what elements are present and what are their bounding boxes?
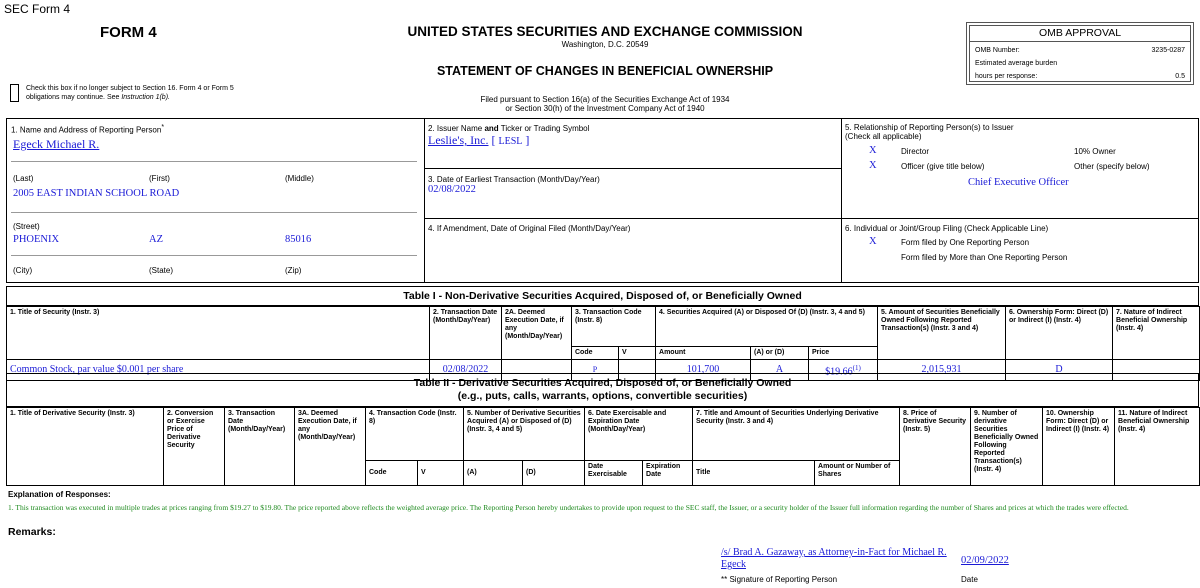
filing-label: 6. Individual or Joint/Group Filing (Check Applicable Line): [845, 224, 1049, 233]
zip-value: 85016: [285, 234, 312, 245]
t2-header-underlying: 7. Title and Amount of Securities Underlying Derivative Security (Instr. 3 and 4): [693, 408, 900, 461]
t1-subheader-amount: Amount: [656, 347, 751, 360]
earliest-transaction-label: 3. Date of Earliest Transaction (Month/Day/Year): [428, 175, 600, 184]
ten-percent-owner-label: 10% Owner: [1074, 147, 1116, 156]
date-label: Date: [961, 575, 978, 584]
signature-label: ** Signature of Reporting Person: [721, 575, 838, 584]
t2-header-number-owned: 9. Number of derivative Securities Beneficially Owned Following Reported Transaction(s) (Instr. 4): [971, 408, 1043, 486]
commission-title: UNITED STATES SECURITIES AND EXCHANGE COMMISSION: [407, 24, 803, 39]
t1-header-code: 3. Transaction Code (Instr. 8): [572, 307, 656, 347]
city-value: PHOENIX: [13, 234, 60, 245]
first-label: (First): [149, 174, 170, 183]
remarks-label: Remarks:: [8, 526, 56, 538]
section16-checkbox-label: Check this box if no longer subject to Section 16. Form 4 or Form 5 obligations may continue. See Instruction 1(b).: [26, 85, 234, 101]
t2-header-nature: 11. Nature of Indirect Beneficial Ownership (Instr. 4): [1115, 408, 1200, 486]
one-person-label: Form filed by One Reporting Person: [901, 238, 1030, 247]
t1-header-amount-owned: 5. Amount of Securities Beneficially Owned Following Reported Transaction(s) (Instr. 3 and 4): [878, 307, 1006, 360]
t1-header-deemed: 2A. Deemed Execution Date, if any (Month/Day/Year): [502, 307, 572, 360]
last-label: (Last): [13, 174, 34, 183]
earliest-transaction-value: 02/08/2022: [428, 184, 476, 195]
t1-row-form: D: [1006, 360, 1113, 381]
t1-row-amount: 101,700: [656, 360, 751, 381]
table1: [6, 306, 1200, 381]
t2-subheader-title: Title: [693, 461, 815, 486]
reporting-person-name-link[interactable]: Egeck Michael R.: [13, 137, 100, 151]
footnote-1: 1. This transaction was executed in multiple trades at prices ranging from $19.27 to $19.80. The price reported above reflects the weighted average price. The Reporting Person hereby undertakes to provide upon request to the SEC staff, the Issuer, or a security holder of the Issuer full information regarding the number of Shares and prices at which the trades were effected.: [8, 503, 1129, 512]
street-label: (Street): [13, 222, 40, 231]
signature-link[interactable]: /s/ Brad A. Gazaway, as Attorney-in-Fact for Michael R. Egeck: [721, 547, 947, 570]
omb-hours-label: hours per response:: [975, 73, 1038, 80]
filed-line-1: Filed pursuant to Section 16(a) of the Securities Exchange Act of 1934: [480, 95, 730, 104]
t2-subheader-amount-shares: Amount or Number of Shares: [815, 461, 900, 486]
city-label: (City): [13, 266, 33, 275]
t1-subheader-v: V: [619, 347, 656, 360]
t1-header-ownership-form: 6. Ownership Form: Direct (D) or Indirect (I) (Instr. 4): [1006, 307, 1113, 360]
amendment-label: 4. If Amendment, Date of Original Filed (Month/Day/Year): [428, 224, 631, 233]
t2-header-deemed: 3A. Deemed Execution Date, if any (Month/Day/Year): [295, 408, 366, 486]
t2-header-exercisable: 6. Date Exercisable and Expiration Date (Month/Day/Year): [585, 408, 693, 461]
t2-header-date: 3. Transaction Date (Month/Day/Year): [225, 408, 295, 486]
one-person-mark[interactable]: X: [869, 236, 877, 247]
more-person-label: Form filed by More than One Reporting Person: [901, 253, 1068, 262]
reporting-person-label: 1. Name and Address of Reporting Person*: [11, 124, 165, 135]
t2-header-number: 5. Number of Derivative Securities Acquired (A) or Disposed of (D) (Instr. 3, 4 and 5): [464, 408, 585, 461]
sec-form-label: SEC Form 4: [4, 2, 71, 16]
t2-subheader-expiration: Expiration Date: [643, 461, 693, 486]
t1-header-date: 2. Transaction Date (Month/Day/Year): [430, 307, 502, 360]
officer-mark[interactable]: X: [869, 160, 877, 171]
t2-header-code: 4. Transaction Code (Instr. 8): [366, 408, 464, 461]
ticker-symbol: LESL: [498, 136, 523, 147]
table2-title-line1: Table II - Derivative Securities Acquired, Disposed of, or Beneficially Owned: [413, 377, 792, 389]
relationship-sublabel: (Check all applicable): [845, 132, 922, 141]
omb-burden-label: Estimated average burden: [975, 60, 1058, 67]
table2-title-line2: (e.g., puts, calls, warrants, options, convertible securities): [457, 390, 748, 402]
director-label: Director: [901, 147, 930, 156]
form-title: FORM 4: [100, 24, 157, 41]
commission-address: Washington, D.C. 20549: [561, 40, 649, 49]
t2-subheader-a: (A): [464, 461, 523, 486]
t1-row-code: P: [572, 360, 619, 381]
street-value: 2005 EAST INDIAN SCHOOL ROAD: [13, 188, 180, 199]
state-label: (State): [149, 266, 174, 275]
relationship-label: 5. Relationship of Reporting Person(s) to Issuer: [845, 123, 1014, 132]
officer-title: Chief Executive Officer: [968, 177, 1069, 188]
t1-header-title: 1. Title of Security (Instr. 3): [7, 307, 430, 360]
issuer-box: [425, 118, 842, 283]
table1-title: Table I - Non-Derivative Securities Acquired, Disposed of, or Beneficially Owned: [6, 286, 1199, 306]
issuer-name-link[interactable]: Leslie's, Inc.: [428, 133, 489, 147]
middle-label: (Middle): [285, 174, 314, 183]
filed-line-2: or Section 30(h) of the Investment Company Act of 1940: [505, 104, 705, 113]
t2-subheader-code: Code: [366, 461, 418, 486]
issuer-label: 2. Issuer Name and Ticker or Trading Symbol: [428, 124, 590, 133]
t2-header-conversion: 2. Conversion or Exercise Price of Derivative Security: [164, 408, 225, 486]
t1-subheader-a-or-d: (A) or (D): [751, 347, 809, 360]
section16-checkbox[interactable]: [10, 84, 19, 102]
t1-subheader-code: Code: [572, 347, 619, 360]
statement-title: STATEMENT OF CHANGES IN BENEFICIAL OWNERSHIP: [436, 64, 774, 78]
t1-row-title: Common Stock, par value $0.001 per share: [7, 360, 430, 381]
explanation-label: Explanation of Responses:: [8, 490, 111, 499]
t1-row-price: $19.66$^{(1)}$: [809, 360, 878, 381]
t2-subheader-d: (D): [523, 461, 585, 486]
zip-label: (Zip): [285, 266, 302, 275]
t2-header-ownership-form: 10. Ownership Form: Direct (D) or Indirect (I) (Instr. 4): [1043, 408, 1115, 486]
t2-header-price: 8. Price of Derivative Security (Instr. 5): [900, 408, 971, 486]
t1-row-owned: 2,015,931: [878, 360, 1006, 381]
table2: [6, 407, 1200, 486]
signature-date: 02/09/2022: [961, 555, 1009, 566]
other-label: Other (specify below): [1074, 162, 1150, 171]
table2-title: [6, 373, 1199, 407]
omb-number-value: 3235-0287: [1151, 47, 1185, 54]
issuer-name-ticker: Leslie's, Inc. [ LESL ]: [428, 133, 530, 147]
relationship-box: [842, 118, 1199, 283]
t2-subheader-v: V: [418, 461, 464, 486]
t1-subheader-price: Price: [809, 347, 878, 360]
omb-title: OMB APPROVAL: [970, 26, 1190, 42]
t2-header-title: 1. Title of Derivative Security (Instr. 3): [7, 408, 164, 486]
t1-header-securities: 4. Securities Acquired (A) or Disposed Of (D) (Instr. 3, 4 and 5): [656, 307, 878, 347]
omb-approval-box: [966, 22, 1194, 85]
officer-label: Officer (give title below): [901, 162, 985, 171]
director-mark[interactable]: X: [869, 145, 877, 156]
t1-row-a-or-d: A: [751, 360, 809, 381]
t1-row-date: 02/08/2022: [430, 360, 502, 381]
omb-hours-value: 0.5: [1175, 73, 1185, 80]
price-footnote-ref: (1): [852, 363, 861, 372]
omb-number-label: OMB Number:: [975, 47, 1020, 54]
state-value: AZ: [149, 234, 163, 245]
t2-subheader-date-exercisable: Date Exercisable: [585, 461, 643, 486]
reporting-person-box: [6, 118, 425, 283]
t1-header-nature: 7. Nature of Indirect Beneficial Ownership (Instr. 4): [1113, 307, 1200, 360]
